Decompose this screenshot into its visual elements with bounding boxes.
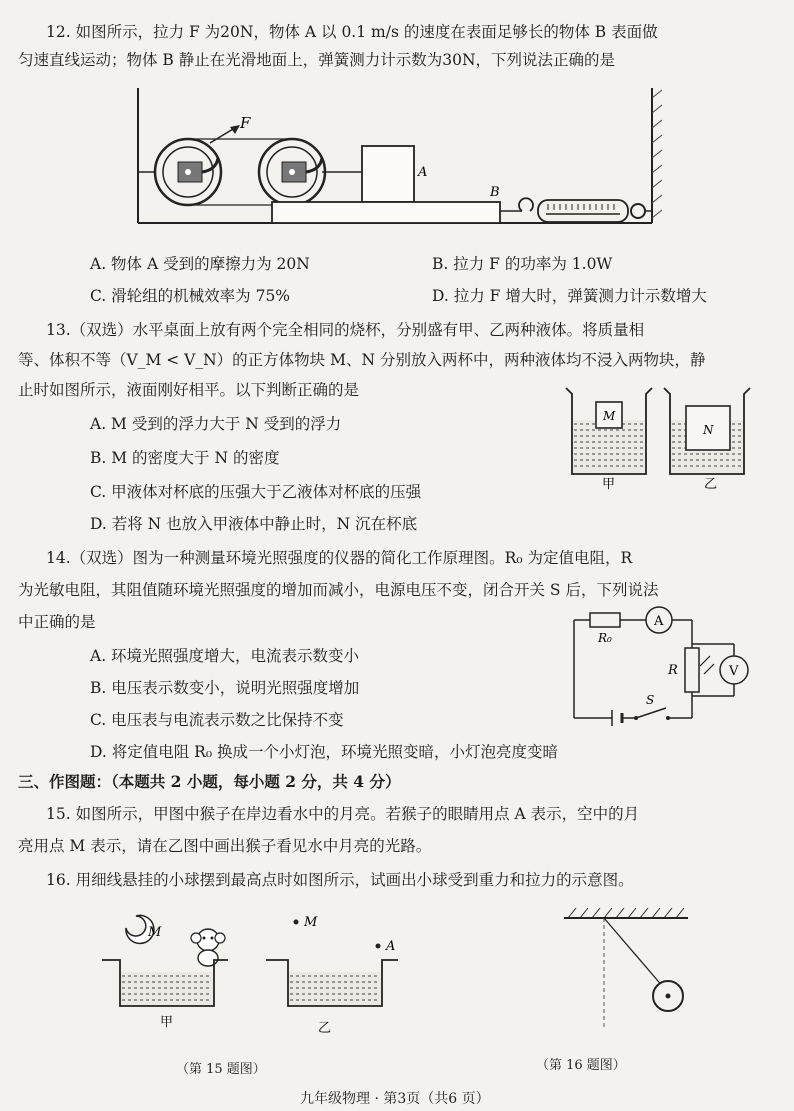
label-jia-15: 甲: [160, 1015, 174, 1030]
block-a: [362, 146, 414, 202]
section-3-heading: 三、作图题：（本题共 2 小题，每小题 2 分，共 4 分）: [18, 772, 401, 791]
label-jia: 甲: [602, 477, 616, 490]
label-yi-15: 乙: [318, 1021, 332, 1036]
label-yi: 乙: [704, 477, 718, 490]
q14-stem-line3: 中正确的是: [18, 613, 96, 631]
q13-beakers-figure: [558, 382, 758, 490]
label-m-jia: M: [148, 925, 162, 940]
q14-option-d[interactable]: D. 将定值电阻 R₀ 换成一个小灯泡，环境光照变暗，小灯泡亮度变暗: [90, 743, 558, 761]
q12-option-a[interactable]: A. 物体 A 受到的摩擦力为 20N: [90, 255, 310, 273]
beaker-jia: [566, 388, 652, 474]
q13-stem-line3: 止时如图所示，液面刚好相平。以下判断正确的是: [18, 381, 360, 399]
q14-stem-line1: 14.（双选）图为一种测量环境光照强度的仪器的简化工作原理图。R₀ 为定值电阻，R: [46, 549, 633, 567]
resistor-r0: [590, 613, 620, 627]
label-r0: R₀: [598, 631, 612, 645]
point-m: [294, 920, 299, 925]
q12-option-d[interactable]: D. 拉力 F 增大时，弹簧测力计示数增大: [432, 287, 707, 305]
q16-stem: 16. 用细线悬挂的小球摆到最高点时如图所示，试画出小球受到重力和拉力的示意图。: [46, 871, 634, 889]
q14-circuit-figure: [560, 600, 760, 730]
page-footer: 九年级物理 · 第3页（共6 页）: [300, 1091, 490, 1107]
q16-pendulum-figure: [560, 898, 720, 1038]
block-b: [272, 202, 500, 223]
q12-option-b[interactable]: B. 拉力 F 的功率为 1.0W: [432, 255, 613, 273]
q13-stem-line1: 13.（双选）水平桌面上放有两个完全相同的烧杯，分别盛有甲、乙两种液体。将质量相: [46, 321, 645, 339]
label-b: B: [490, 185, 500, 200]
label-voltmeter: V: [729, 664, 739, 679]
q13-option-a[interactable]: A. M 受到的浮力大于 N 受到的浮力: [90, 415, 342, 433]
label-n: N: [703, 423, 714, 437]
q13-option-d[interactable]: D. 若将 N 也放入甲液体中静止时，N 沉在杯底: [90, 515, 418, 533]
q15-caption: （第 15 题图）: [176, 1062, 266, 1077]
label-m: M: [603, 409, 616, 423]
q16-caption: （第 16 题图）: [536, 1058, 626, 1073]
q15-stem-line1: 15. 如图所示，甲图中猴子在岸边看水中的月亮。若猴子的眼睛用点 A 表示，空中的月: [46, 805, 640, 823]
q14-option-a[interactable]: A. 环境光照强度增大，电流表示数变小: [90, 647, 360, 665]
point-a: [376, 944, 381, 949]
q12-stem-line2: 匀速直线运动；物体 B 静止在光滑地面上，弹簧测力计示数为30N，下列说法正确的是: [18, 51, 616, 69]
label-f: F: [240, 114, 251, 132]
photoresistor-r: [685, 648, 699, 692]
q14-option-b[interactable]: B. 电压表示数变小，说明光照强度增加: [90, 679, 360, 697]
label-a-yi: A: [386, 939, 396, 954]
q13-option-b[interactable]: B. M 的密度大于 N 的密度: [90, 449, 280, 467]
label-s: S: [646, 693, 655, 707]
panel-yi: [266, 915, 398, 1036]
q14-option-c[interactable]: C. 电压表与电流表示数之比保持不变: [90, 711, 344, 729]
pulley-movable: [259, 139, 325, 205]
panel-jia: [102, 915, 228, 1030]
q13-stem-line2: 等、体积不等（V_M < V_N）的正方体物块 M、N 分别放入两杯中，两种液体均不浸入两物块，静: [18, 351, 706, 369]
q15-stem-line2: 亮用点 M 表示，请在乙图中画出猴子看见水中月亮的光路。: [18, 837, 432, 855]
string: [604, 918, 664, 988]
q12-stem-line1: 12. 如图所示，拉力 F 为20N，物体 A 以 0.1 m/s 的速度在表面足够长的物体 B 表面做: [46, 23, 658, 41]
q14-stem-line2: 为光敏电阻，其阻值随环境光照强度的增加而减小，电源电压不变，闭合开关 S 后，下列说法: [18, 581, 659, 599]
label-r: R: [668, 663, 678, 678]
label-m-yi: M: [304, 915, 318, 930]
beaker-yi: [664, 388, 750, 474]
spring-scale: [500, 198, 652, 222]
label-a: A: [418, 165, 428, 180]
label-ammeter: A: [654, 614, 664, 629]
q12-pulley-figure: [130, 88, 670, 238]
q13-option-c[interactable]: C. 甲液体对杯底的压强大于乙液体对杯底的压强: [90, 483, 422, 501]
pulley-fixed: [155, 139, 221, 205]
q15-figure: [96, 898, 476, 1048]
q12-option-c[interactable]: C. 滑轮组的机械效率为 75%: [90, 287, 291, 305]
